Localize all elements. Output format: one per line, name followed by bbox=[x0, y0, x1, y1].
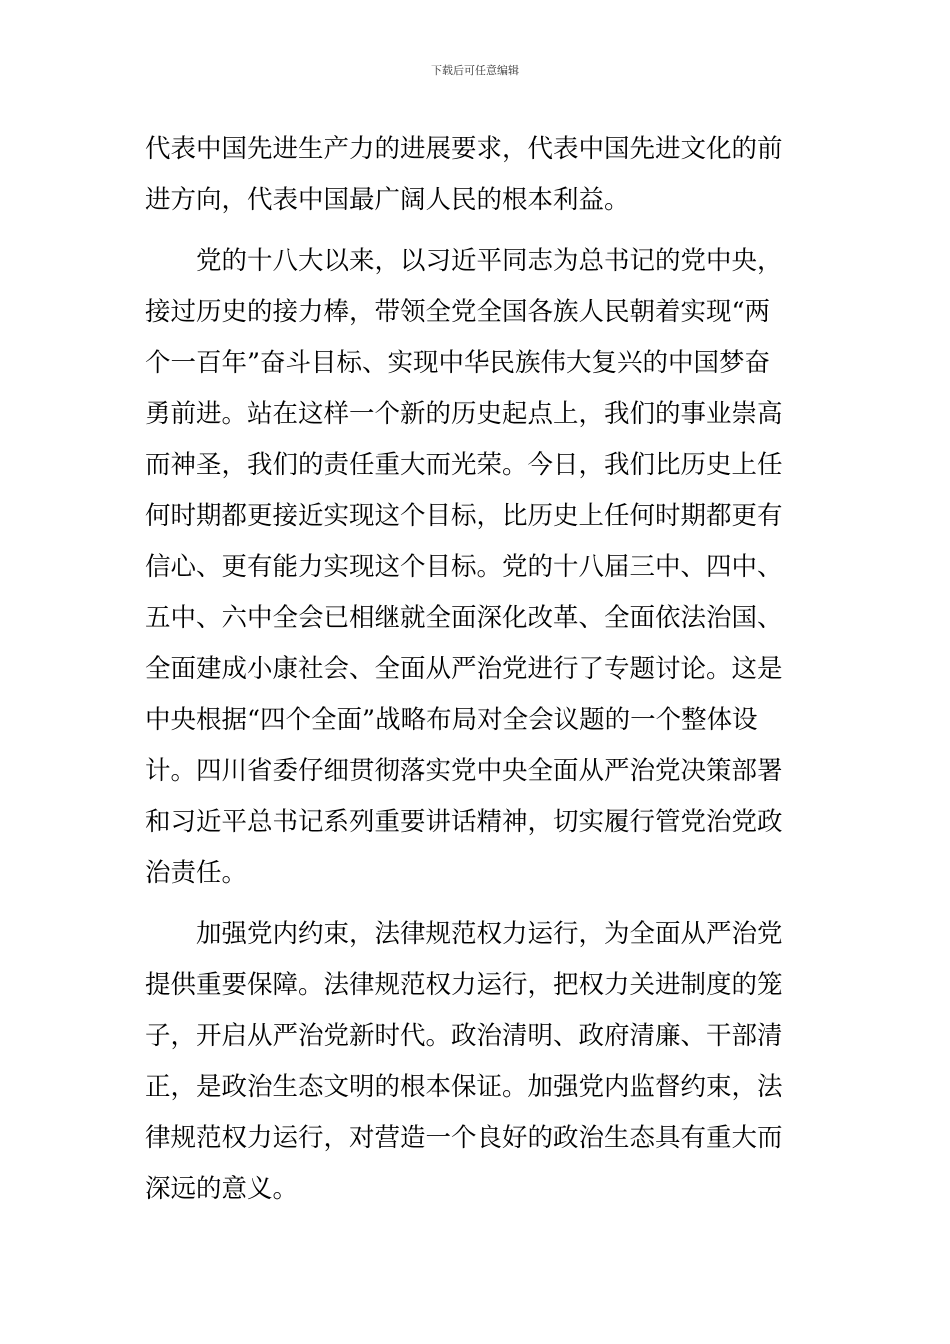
text-line: 正，是政治生态文明的根本保证。加强党内监督约束，法 bbox=[145, 1072, 783, 1102]
page-header: 下载后可任意编辑 bbox=[431, 64, 519, 77]
text-line: 和习近平总书记系列重要讲话精神，切实履行管党治党政 bbox=[145, 807, 783, 837]
text-line: 全面建成小康社会、全面从严治党进行了专题讨论。这是 bbox=[145, 654, 783, 684]
text-line: 治责任。 bbox=[145, 858, 248, 888]
text-line: 五中、六中全会已相继就全面深化改革、全面依法治国、 bbox=[145, 603, 783, 633]
paragraph bbox=[145, 236, 811, 899]
text-line: 加强党内约束，法律规范权力运行，为全面从严治党 bbox=[196, 919, 783, 949]
paragraph bbox=[145, 124, 811, 226]
text-line: 进方向，代表中国最广阔人民的根本利益。 bbox=[145, 185, 630, 215]
text-line: 勇前进。站在这样一个新的历史起点上，我们的事业崇高 bbox=[145, 399, 783, 429]
paragraph bbox=[145, 909, 811, 1215]
text-line: 提供重要保障。法律规范权力运行，把权力关进制度的笼 bbox=[145, 970, 783, 1000]
text-line: 个一百年”奋斗目标、实现中华民族伟大复兴的中国梦奋 bbox=[145, 348, 771, 378]
text-line: 何时期都更接近实现这个目标，比历史上任何时期都更有 bbox=[145, 501, 783, 531]
document-body bbox=[145, 124, 811, 1215]
text-line: 代表中国先进生产力的进展要求，代表中国先进文化的前 bbox=[145, 134, 783, 164]
text-line: 深远的意义。 bbox=[145, 1174, 299, 1204]
text-line: 子，开启从严治党新时代。政治清明、政府清廉、干部清 bbox=[145, 1021, 783, 1051]
text-line: 而神圣，我们的责任重大而光荣。今日，我们比历史上任 bbox=[145, 450, 783, 480]
text-line: 计。四川省委仔细贯彻落实党中央全面从严治党决策部署 bbox=[145, 756, 783, 786]
text-line: 律规范权力运行，对营造一个良好的政治生态具有重大而 bbox=[145, 1123, 783, 1153]
text-line: 接过历史的接力棒，带领全党全国各族人民朝着实现“两 bbox=[145, 297, 771, 327]
text-line: 中央根据“四个全面”战略布局对全会议题的一个整体设 bbox=[145, 705, 758, 735]
text-line: 信心、更有能力实现这个目标。党的十八届三中、四中、 bbox=[145, 552, 783, 582]
text-line: 党的十八大以来，以习近平同志为总书记的党中央， bbox=[196, 246, 783, 276]
